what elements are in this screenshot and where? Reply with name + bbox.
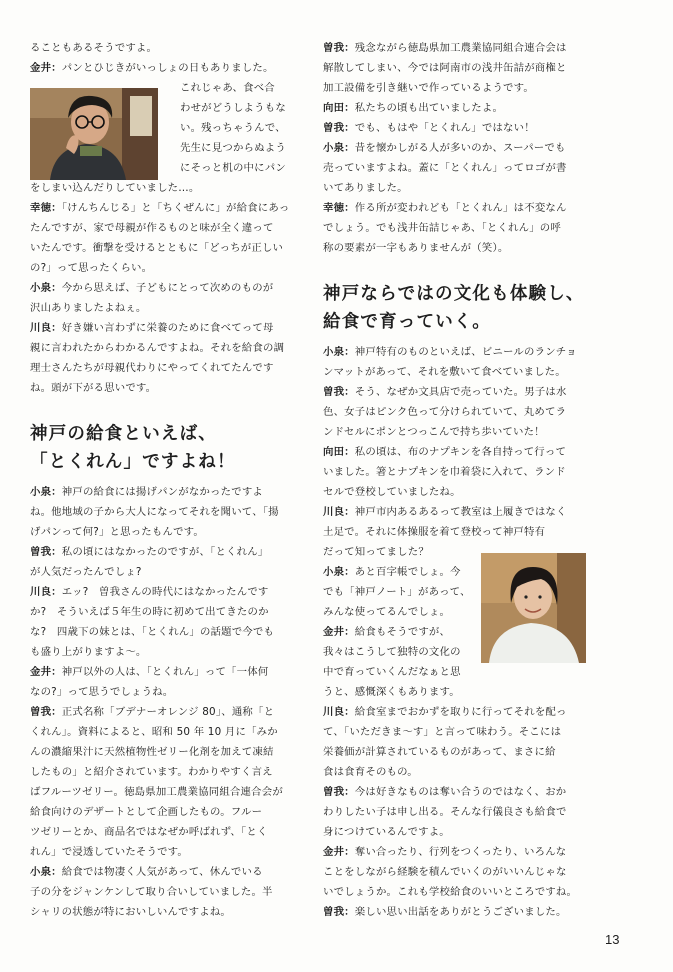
dialogue-text: 土足で。それに体操服を着て登校って神戸特有: [323, 526, 546, 538]
dialogue-text: にそっと机の中にパン: [180, 162, 286, 174]
dialogue-line: [323, 218, 585, 238]
dialogue-line: [323, 98, 585, 118]
dialogue-line: [323, 362, 585, 382]
heading-line: 「とくれん」ですよね！: [30, 452, 236, 472]
dialogue-line: [323, 582, 585, 602]
dialogue-text: 給食では物凄く人気があって、休んでいる: [61, 866, 263, 878]
dialogue-text: 沢山ありましたよねぇ。: [30, 302, 147, 314]
dialogue-text: だって知ってました？: [323, 546, 429, 558]
left-column: [30, 38, 300, 922]
dialogue-line: [323, 382, 585, 402]
dialogue-text: ね。他地域の子から大人になってそれを聞いて、「揚: [30, 506, 279, 518]
speaker-name: 向田：: [323, 102, 355, 114]
dialogue-text: 神戸の給食には揚げパンがなかったですよ: [61, 486, 264, 498]
dialogue-line: [30, 198, 300, 218]
dialogue-text: でも「神戸ノート」があって、: [323, 586, 471, 598]
dialogue-line: [323, 422, 585, 442]
dialogue-text: 私の頃は、布のナプキンを各自持って行って: [354, 446, 567, 458]
dialogue-text: 我々はこうして独特の文化の: [323, 646, 461, 658]
dialogue-text: 給食向けのデザートとして企画したもの。フルー: [30, 806, 263, 818]
dialogue-line: [30, 138, 300, 158]
dialogue-text: んの濃縮果汁に天然植物性ゼリー化剤を加えて凍結: [30, 746, 274, 758]
dialogue-text: パンとひじきがいっしょの日もありました。: [61, 62, 274, 74]
dialogue-line: [323, 642, 585, 662]
speaker-name: 川良：: [30, 322, 62, 334]
dialogue-text: 好き嫌い言わずに栄養のために食べてって母: [61, 322, 274, 334]
dialogue-text: 先生に見つからぬよう: [180, 142, 286, 154]
dialogue-line: [323, 762, 585, 782]
dialogue-line: [323, 842, 585, 862]
speaker-name: 向田：: [323, 446, 355, 458]
section-heading-tokuren: [30, 420, 300, 476]
dialogue-text: 給食室までおかずを取りに行ってそれを配っ: [354, 706, 567, 718]
dialogue-line: [323, 118, 585, 138]
speaker-name: 小泉：: [30, 282, 62, 294]
dialogue-text: 私の頃にはなかったのですが、「とくれん」: [61, 546, 269, 558]
dialogue-text: 今から思えば、子どもにとって次めのものが: [61, 282, 274, 294]
speaker-name: 小泉：: [30, 866, 62, 878]
dialogue-line: [323, 58, 585, 78]
dialogue-text: をしまい込んだりしていました…。: [30, 182, 200, 194]
dialogue-line: [323, 502, 585, 522]
dialogue-line: [323, 602, 585, 622]
dialogue-text: な? 四歳下の妹とは、「とくれん」の話題で今でも: [30, 626, 275, 638]
dialogue-line: [30, 782, 300, 802]
dialogue-text: 中で育っていくんだなぁと思: [323, 666, 461, 678]
dialogue-text: ンドセルにポンとつっこんで持ち歩いていた！: [323, 426, 545, 438]
speaker-name: 幸徳：: [323, 202, 355, 214]
dialogue-line: [30, 258, 300, 278]
dialogue-text: わせがどうしようもな: [180, 102, 286, 114]
dialogue-text: 売っていますよね。蓋に「とくれん」ってロゴが書: [323, 162, 567, 174]
speaker-name: 金井：: [30, 666, 62, 678]
dialogue-line: [323, 178, 585, 198]
dialogue-line: [30, 502, 300, 522]
dialogue-line: [30, 58, 300, 78]
speaker-name: 曽我：: [323, 786, 355, 798]
dialogue-line: [30, 278, 300, 298]
dialogue-line: [30, 642, 300, 662]
dialogue-text: なの?」って思うでしょうね。: [30, 686, 174, 698]
dialogue-line: [323, 822, 585, 842]
dialogue-line: [30, 822, 300, 842]
dialogue-line: [30, 862, 300, 882]
dialogue-text: 残念ながら徳島県加工農業協同組合連合会は: [354, 42, 567, 54]
speaker-name: 小泉：: [323, 566, 355, 578]
dialogue-text: 楽しい思い出話をありがとうございました。: [354, 906, 567, 918]
dialogue-line: [30, 702, 300, 722]
dialogue-line: [323, 198, 585, 218]
dialogue-text: が人気だったんでしょ?: [30, 566, 142, 578]
speaker-name: 川良：: [30, 586, 62, 598]
heading-line: 神戸の給食といえば、: [30, 424, 217, 444]
dialogue-text: くれん」。資料によると、昭和 50 年 10 月に「みか: [30, 726, 278, 738]
speaker-name: 金井：: [30, 62, 62, 74]
dialogue-text: 神戸特有のものといえば、ビニールのランチョ: [354, 346, 577, 358]
dialogue-line: [323, 662, 585, 682]
dialogue-text: 今は好きなものは奪い合うのではなく、おか: [354, 786, 567, 798]
dialogue-line: [30, 178, 300, 198]
dialogue-line: [323, 702, 585, 722]
dialogue-text: セルで登校していましたね。: [323, 486, 461, 498]
dialogue-text: 解散してしまい、今では阿南市の浅井缶詰が商権と: [323, 62, 567, 74]
dialogue-text: したもの」と紹介されています。わかりやすく言え: [30, 766, 273, 778]
dialogue-line: [323, 158, 585, 178]
dialogue-line: [30, 762, 300, 782]
dialogue-text: 身につけているんですよ。: [323, 826, 450, 838]
dialogue-text: みんな使ってるんでしょ。: [323, 606, 451, 618]
dialogue-text: いてありました。: [323, 182, 408, 194]
dialogue-text: たんですが、家で母親が作るものと味が全く違って: [30, 222, 274, 234]
dialogue-text: 子の分をジャンケンして取り合いしていました。半: [30, 886, 273, 898]
dialogue-line: [30, 562, 300, 582]
speaker-name: 金井：: [323, 846, 355, 858]
dialogue-line: [30, 238, 300, 258]
dialogue-text: 「けんちんじる」と「ちくぜんに」が給食にあっ: [61, 202, 290, 214]
speaker-name: 曽我：: [323, 386, 355, 398]
dialogue-text: エッ? 曽我さんの時代にはなかったんです: [61, 586, 269, 598]
dialogue-text: 色、女子はピンク色って分けられていて、丸めてラ: [323, 406, 567, 418]
dialogue-line: [30, 118, 300, 138]
dialogue-text: うと、感慨深くもあります。: [323, 686, 460, 698]
dialogue-line: [30, 722, 300, 742]
dialogue-text: 親に言われたからわかるんですよね。それを給食の調: [30, 342, 285, 354]
dialogue-line: [30, 542, 300, 562]
speaker-name: 曽我：: [323, 122, 355, 134]
speaker-name: 川良：: [323, 506, 355, 518]
dialogue-line: [323, 722, 585, 742]
dialogue-line: [30, 298, 300, 318]
dialogue-text: 給食もそうですが、: [354, 626, 451, 638]
dialogue-line: [30, 582, 300, 602]
dialogue-text: いました。箸とナプキンを巾着袋に入れて、ランド: [323, 466, 566, 478]
dialogue-text: 加工設備を引き継いで作っているようです。: [323, 82, 534, 94]
dialogue-text: でも、もはや「とくれん」ではない！: [354, 122, 535, 134]
dialogue-text: の?」って思ったくらい。: [30, 262, 153, 274]
dialogue-line: [30, 882, 300, 902]
section-heading-kobe-culture: [323, 280, 585, 336]
dialogue-line: [30, 802, 300, 822]
dialogue-text: でしょう。でも浅井缶詰じゃあ、「とくれん」の呼: [323, 222, 561, 234]
dialogue-text: ることもあるそうですよ。: [30, 42, 158, 54]
dialogue-line: [30, 78, 300, 98]
dialogue-text: シャリの状態が特においしいんですよね。: [30, 906, 232, 918]
dialogue-line: [30, 742, 300, 762]
dialogue-line: [30, 38, 300, 58]
dialogue-line: [30, 338, 300, 358]
speaker-name: 小泉：: [323, 346, 355, 358]
speaker-name: 金井：: [323, 626, 355, 638]
speaker-name: 曽我：: [30, 546, 62, 558]
speaker-name: 曽我：: [323, 42, 355, 54]
dialogue-text: げパンって何?」と思ったもんです。: [30, 526, 205, 538]
dialogue-text: あと百字帳でしょ。今: [354, 566, 461, 578]
dialogue-line: [30, 682, 300, 702]
speaker-name: 曽我：: [30, 706, 62, 718]
dialogue-line: [323, 442, 585, 462]
dialogue-line: [323, 402, 585, 422]
dialogue-line: [323, 78, 585, 98]
dialogue-line: [30, 902, 300, 922]
dialogue-text: 称の要素が一字もありませんが（笑）。: [323, 242, 509, 254]
dialogue-line: [323, 482, 585, 502]
speaker-name: 小泉：: [30, 486, 62, 498]
dialogue-line: [323, 622, 585, 642]
dialogue-text: そう、なぜか文具店で売っていた。男子は水: [354, 386, 567, 398]
dialogue-line: [30, 662, 300, 682]
dialogue-text: ね。頭が下がる思いです。: [30, 382, 157, 394]
dialogue-line: [30, 98, 300, 118]
dialogue-line: [323, 462, 585, 482]
dialogue-text: 食は食育そのもの。: [323, 766, 418, 778]
dialogue-text: いたんです。衝撃を受けるとともに「どっちが正しい: [30, 242, 284, 254]
dialogue-line: [323, 542, 585, 562]
heading-line: 神戸ならではの文化も体験し、: [323, 284, 585, 304]
dialogue-text: 理士さんたちが母親代わりにやってくれてたんです: [30, 362, 274, 374]
dialogue-line: [323, 682, 585, 702]
dialogue-text: わりしたい子は申し出る。そんな行儀良さも給食で: [323, 806, 567, 818]
dialogue-line: [30, 158, 300, 178]
dialogue-text: いでしょうか。これも学校給食のいいところですね。: [323, 886, 578, 898]
dialogue-text: も盛り上がりますよ〜。: [30, 646, 147, 658]
dialogue-text: これじゃあ、食べ合: [180, 82, 275, 94]
dialogue-line: [323, 742, 585, 762]
speaker-name: 幸徳：: [30, 202, 62, 214]
right-column: [323, 38, 585, 922]
dialogue-line: [323, 882, 585, 902]
dialogue-line: [323, 862, 585, 882]
dialogue-line: [323, 138, 585, 158]
dialogue-line: [323, 562, 585, 582]
dialogue-line: [30, 602, 300, 622]
dialogue-line: [323, 342, 585, 362]
dialogue-line: [30, 622, 300, 642]
dialogue-line: [323, 902, 585, 922]
dialogue-text: 私たちの頃も出ていましたよ。: [354, 102, 504, 114]
dialogue-text: か? そういえば５年生の時に初めて出てきたのか: [30, 606, 269, 618]
dialogue-line: [30, 318, 300, 338]
dialogue-text: ばフルーツゼリー。徳島県加工農業協同組合連合会が: [30, 786, 283, 798]
dialogue-text: 正式名称「ブデナーオレンジ 80」、通称「と: [61, 706, 275, 718]
dialogue-line: [323, 38, 585, 58]
dialogue-line: [323, 238, 585, 258]
dialogue-line: [323, 802, 585, 822]
dialogue-line: [30, 522, 300, 542]
dialogue-text: 作る所が変われども「とくれん」は不変なん: [354, 202, 567, 214]
dialogue-line: [30, 218, 300, 238]
speaker-name: 小泉：: [323, 142, 355, 154]
dialogue-text: 栄養価が計算されているものがあって、まさに給: [323, 746, 556, 758]
dialogue-text: 奪い合ったり、行列をつくったり、いろんな: [354, 846, 567, 858]
dialogue-line: [30, 378, 300, 398]
dialogue-text: て、「いただきま〜す」と言って味わう。そこには: [323, 726, 562, 738]
dialogue-text: ツゼリーとか、商品名ではなぜか呼ばれず、「とく: [30, 826, 268, 838]
dialogue-text: 神戸以外の人は、「とくれん」って「一体何: [61, 666, 269, 678]
dialogue-line: [323, 522, 585, 542]
dialogue-text: 昔を懐かしがる人が多いのか、スーパーでも: [354, 142, 566, 154]
dialogue-text: れん」で浸透していたそうです。: [30, 846, 189, 858]
dialogue-text: い。残っちゃうんで、: [180, 122, 286, 134]
dialogue-text: 神戸市内あるあるって教室は上履きではなく: [354, 506, 567, 518]
dialogue-text: ことをしながら経験を積んでいくのがいいんじゃな: [323, 866, 567, 878]
dialogue-line: [323, 782, 585, 802]
dialogue-line: [30, 358, 300, 378]
dialogue-line: [30, 482, 300, 502]
heading-line: 給食で育っていく。: [323, 312, 491, 332]
dialogue-line: [30, 842, 300, 862]
page-number: 13: [605, 932, 620, 947]
dialogue-text: ンマットがあって、それを敷いて食べていました。: [323, 366, 566, 378]
speaker-name: 曽我：: [323, 906, 355, 918]
speaker-name: 川良：: [323, 706, 355, 718]
